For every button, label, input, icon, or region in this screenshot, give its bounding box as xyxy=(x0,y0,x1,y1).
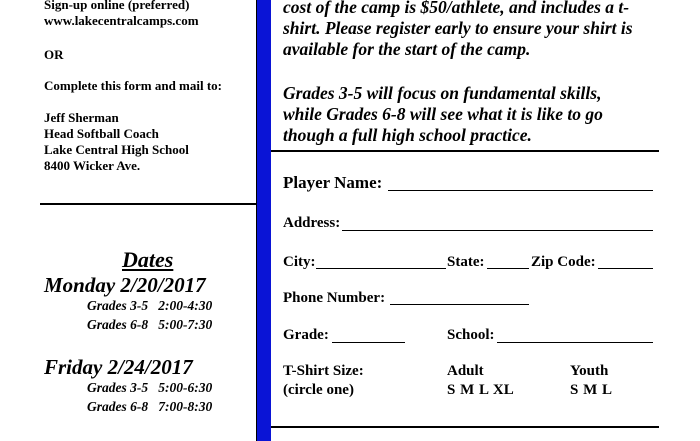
grade-field[interactable] xyxy=(332,342,405,343)
school-field[interactable] xyxy=(497,342,653,343)
session-2-time-1: Grades 3-5 5:00-6:30 xyxy=(87,380,213,395)
city-label: City: xyxy=(283,254,316,270)
state-field[interactable] xyxy=(487,268,529,269)
form-bottom-divider xyxy=(271,426,659,428)
grades-line-1: Grades 3-5 will focus on fundamental skills, xyxy=(283,83,602,103)
or-text: OR xyxy=(44,47,64,62)
address-line-3: Lake Central High School xyxy=(44,142,189,157)
signup-online-text: Sign-up online (preferred) xyxy=(44,0,190,12)
phone-label: Phone Number: xyxy=(283,290,386,306)
circle-one-label: (circle one) xyxy=(283,382,354,398)
website-text: www.lakecentralcamps.com xyxy=(44,13,199,28)
zip-label: Zip Code: xyxy=(531,254,596,270)
address-line-1: Jeff Sherman xyxy=(44,110,119,125)
session-2-day: Friday 2/24/2017 xyxy=(44,355,193,379)
address-line-4: 8400 Wicker Ave. xyxy=(44,158,141,173)
info-line-2: shirt. Please register early to ensure your shirt is xyxy=(283,18,633,38)
state-label: State: xyxy=(447,254,485,270)
adult-label: Adult xyxy=(447,363,484,379)
session-1-time-2: Grades 6-8 5:00-7:30 xyxy=(87,317,213,332)
address-field[interactable] xyxy=(342,230,653,231)
session-2-time-2: Grades 6-8 7:00-8:30 xyxy=(87,399,213,414)
youth-sizes[interactable]: S M L xyxy=(570,382,613,398)
tshirt-size-label: T-Shirt Size: xyxy=(283,363,364,379)
grades-line-2: while Grades 6-8 will see what it is like to go xyxy=(283,104,603,124)
form-top-divider xyxy=(271,150,659,152)
adult-sizes[interactable]: S M L XL xyxy=(447,382,514,398)
grades-line-3: though a full high school practice. xyxy=(283,125,532,145)
left-divider xyxy=(40,203,257,205)
city-field[interactable] xyxy=(316,268,446,269)
zip-field[interactable] xyxy=(598,268,653,269)
blue-divider-bar xyxy=(257,0,271,441)
address-line-2: Head Softball Coach xyxy=(44,126,159,141)
phone-field[interactable] xyxy=(390,304,529,305)
info-line-1: cost of the camp is $50/athlete, and includes a t- xyxy=(283,0,630,17)
info-line-3: available for the start of the camp. xyxy=(283,39,531,59)
grade-label: Grade: xyxy=(283,327,329,343)
player-name-label: Player Name: xyxy=(283,173,383,192)
mail-instruction: Complete this form and mail to: xyxy=(44,78,223,93)
player-name-field[interactable] xyxy=(388,190,653,191)
dates-heading: Dates xyxy=(122,247,174,272)
youth-label: Youth xyxy=(570,363,609,379)
session-1-time-1: Grades 3-5 2:00-4:30 xyxy=(87,298,213,313)
school-label: School: xyxy=(447,327,495,343)
session-1-day: Monday 2/20/2017 xyxy=(44,273,206,297)
address-label: Address: xyxy=(283,215,341,231)
